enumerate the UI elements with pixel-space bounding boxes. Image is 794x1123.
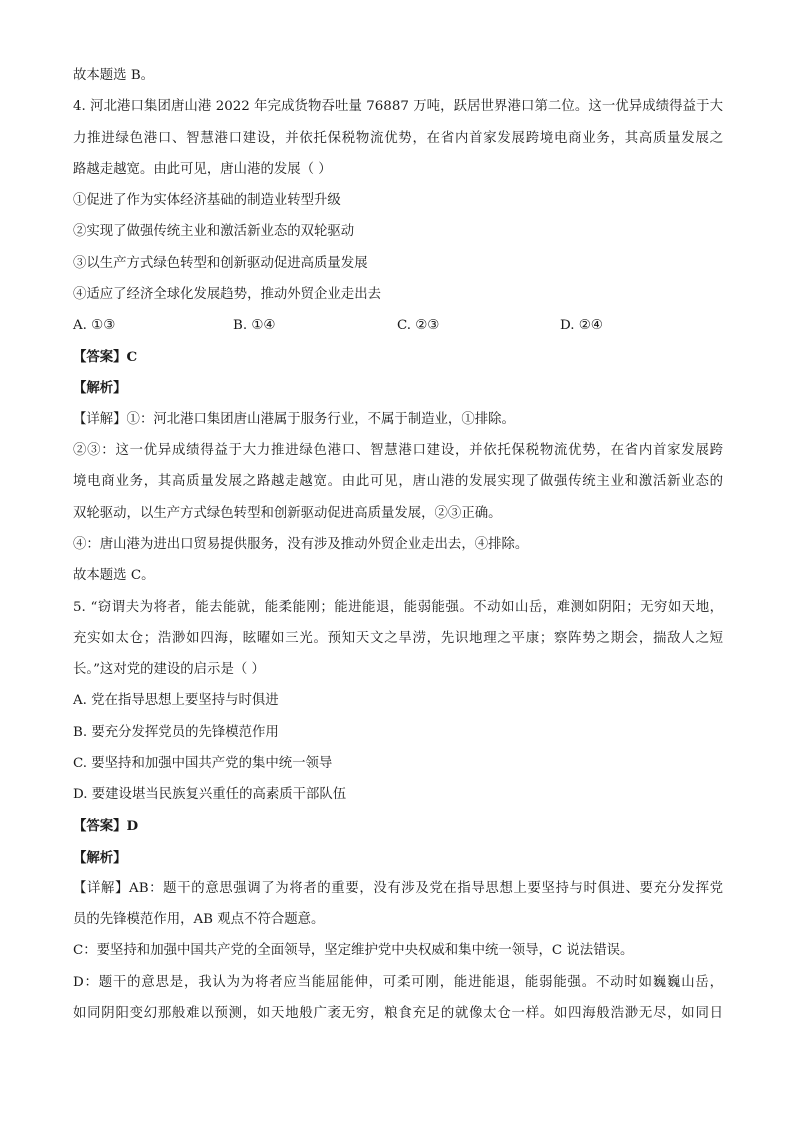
q4-answer: 【答案】C	[73, 349, 138, 365]
q4-detail-line-3: 境电商业务，其高质量发展之路越走越宽。由此可见，唐山港的发展实现了做强传统主业和激活新业态的	[73, 474, 723, 489]
q5-detail-line-3: C：要坚持和加强中国共产党的全面领导，坚定维护党中央权威和集中统一领导，C 说法错误。	[73, 943, 634, 958]
q5-stem-line-1: 5. “窃谓夫为将者，能去能就，能柔能刚；能进能退，能弱能强。不动如山岳，难测如阴阳；无穷如天地，	[73, 600, 723, 615]
q5-detail-line-5: 如同阴阳变幻那般难以预测，如天地般广袤无穷，粮食充足的就像太仓一样。如四海般浩渺无尽，如同日	[73, 1006, 723, 1021]
previous-conclusion: 故本题选 B。	[73, 68, 155, 83]
q5-option-a: A. 党在指导思想上要坚持与时俱进	[73, 693, 279, 708]
q5-detail-line-2: 员的先锋模范作用，AB 观点不符合题意。	[73, 912, 325, 927]
q5-detail-line-4: D：题干的意思是，我认为为将者应当能屈能伸，可柔可刚，能进能退，能弱能强。不动时如巍巍山岳，	[73, 975, 723, 990]
q5-stem-line-3: 长。”这对党的建设的启示是（ ）	[73, 662, 265, 677]
q4-detail-line-5: ④：唐山港为进出口贸易提供服务，没有涉及推动外贸企业走出去，④排除。	[73, 537, 529, 552]
q5-detail-line-1: 【详解】AB：题干的意思强调了为将者的重要，没有涉及党在指导思想上要坚持与时俱进、要充分发挥党	[73, 881, 723, 896]
q4-stem-line-3: 路越走越宽。由此可见，唐山港的发展（ ）	[73, 162, 332, 177]
q4-statement-1: ①促进了作为实体经济基础的制造业转型升级	[73, 193, 341, 208]
q4-options	[73, 317, 723, 335]
q5-analysis-heading: 【解析】	[73, 850, 127, 866]
q5-option-c: C. 要坚持和加强中国共产党的集中统一领导	[73, 756, 333, 771]
q4-conclusion: 故本题选 C。	[73, 568, 155, 583]
q4-option-c: C. ②③	[397, 318, 440, 333]
q4-stem-line-2: 力推进绿色港口、智慧港口建设，并依托保税物流优势，在省内首家发展跨境电商业务，其高质量发展之	[73, 131, 723, 146]
q5-answer: 【答案】D	[73, 818, 139, 834]
q4-statement-3: ③以生产方式绿色转型和创新驱动促进高质量发展	[73, 256, 368, 271]
q5-option-d: D. 要建设堪当民族复兴重任的高素质干部队伍	[73, 787, 347, 802]
q4-option-a: A. ①③	[73, 318, 116, 333]
q4-option-d: D. ②④	[560, 318, 603, 333]
q4-statement-4: ④适应了经济全球化发展趋势，推动外贸企业走出去	[73, 287, 381, 302]
q5-stem-line-2: 充实如太仓；浩渺如四海，眩曜如三光。预知天文之旱涝，先识地理之平康；察阵势之期会，揣敌人之短	[73, 631, 723, 646]
q4-statement-2: ②实现了做强传统主业和激活新业态的双轮驱动	[73, 224, 355, 239]
q4-detail-line-2: ②③：这一优异成绩得益于大力推进绿色港口、智慧港口建设，并依托保税物流优势，在省内首家发展跨	[73, 443, 723, 458]
q4-detail-line-4: 双轮驱动，以生产方式绿色转型和创新驱动促进高质量发展，②③正确。	[73, 506, 502, 521]
q5-option-b: B. 要充分发挥党员的先锋模范作用	[73, 725, 279, 740]
q4-stem-line-1: 4. 河北港口集团唐山港 2022 年完成货物吞吐量 76887 万吨，跃居世界港口第二位。这一优异成绩得益于大	[73, 99, 723, 114]
q4-detail-line-1: 【详解】①：河北港口集团唐山港属于服务行业，不属于制造业，①排除。	[73, 412, 515, 427]
q4-option-b: B. ①④	[233, 318, 276, 333]
q4-analysis-heading: 【解析】	[73, 380, 127, 396]
